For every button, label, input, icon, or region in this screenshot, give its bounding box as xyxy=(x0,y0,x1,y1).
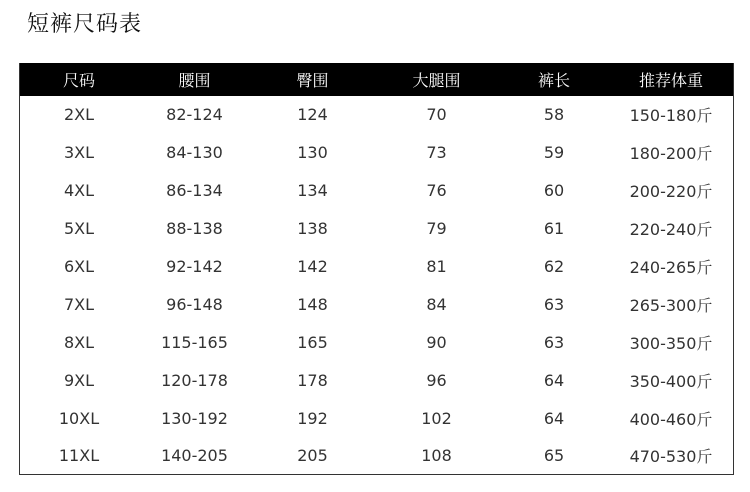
header-size: 尺码 xyxy=(62,71,95,90)
header-thigh: 大腿围 xyxy=(412,71,461,90)
cell-weight: 200-220斤 xyxy=(629,182,713,202)
table-row xyxy=(20,172,733,210)
cell-thigh: 90 xyxy=(426,332,447,352)
cell-weight: 470-530斤 xyxy=(629,447,713,467)
cell-weight: 300-350斤 xyxy=(629,333,713,353)
cell-length: 59 xyxy=(543,143,565,163)
table-header xyxy=(20,63,733,96)
cell-length: 62 xyxy=(543,257,565,276)
cell-size: 7XL xyxy=(63,294,95,314)
cell-weight: 180-200斤 xyxy=(629,144,713,164)
cell-waist: 115-165 xyxy=(161,332,228,352)
cell-waist: 86-134 xyxy=(166,181,223,201)
cell-thigh: 73 xyxy=(426,143,447,163)
table-row xyxy=(20,323,733,361)
cell-size: 11XL xyxy=(58,446,100,466)
cell-weight: 150-180斤 xyxy=(629,106,713,126)
cell-hip: 192 xyxy=(297,408,328,428)
size-table xyxy=(19,63,734,475)
cell-thigh: 84 xyxy=(426,294,447,314)
cell-hip: 130 xyxy=(297,143,328,163)
cell-weight: 240-265斤 xyxy=(629,258,713,277)
table-row xyxy=(20,210,733,248)
cell-waist: 120-178 xyxy=(161,370,228,390)
cell-thigh: 70 xyxy=(426,105,447,125)
cell-waist: 88-138 xyxy=(166,219,223,239)
cell-hip: 134 xyxy=(297,181,328,201)
cell-size: 2XL xyxy=(63,105,95,125)
cell-weight: 220-240斤 xyxy=(629,220,713,240)
table-row xyxy=(20,437,733,475)
cell-weight: 400-460斤 xyxy=(629,409,713,429)
cell-size: 9XL xyxy=(63,370,95,390)
cell-thigh: 102 xyxy=(421,408,452,428)
table-body xyxy=(20,96,733,475)
cell-length: 64 xyxy=(543,370,565,390)
cell-weight: 265-300斤 xyxy=(629,295,713,315)
cell-weight: 350-400斤 xyxy=(629,371,713,391)
cell-waist: 130-192 xyxy=(161,408,228,428)
cell-waist: 140-205 xyxy=(161,446,228,466)
cell-hip: 142 xyxy=(297,257,328,276)
cell-size: 5XL xyxy=(63,219,95,239)
cell-length: 58 xyxy=(543,105,565,125)
header-weight: 推荐体重 xyxy=(638,71,703,90)
cell-size: 4XL xyxy=(63,181,95,201)
table-row xyxy=(20,248,733,286)
cell-length: 60 xyxy=(543,181,565,201)
cell-thigh: 81 xyxy=(426,257,447,276)
table-row xyxy=(20,399,733,437)
cell-thigh: 76 xyxy=(426,181,447,201)
table-row xyxy=(20,361,733,399)
cell-hip: 148 xyxy=(297,294,328,314)
cell-size: 8XL xyxy=(63,332,95,352)
table-row xyxy=(20,285,733,323)
header-length: 裤长 xyxy=(537,71,570,90)
cell-length: 63 xyxy=(543,294,565,314)
cell-thigh: 79 xyxy=(426,219,447,239)
cell-size: 6XL xyxy=(63,257,95,276)
cell-thigh: 96 xyxy=(426,370,447,390)
cell-size: 10XL xyxy=(58,408,100,428)
cell-waist: 96-148 xyxy=(166,294,223,314)
cell-hip: 138 xyxy=(297,219,328,239)
table-row xyxy=(20,96,733,134)
cell-thigh: 108 xyxy=(421,446,452,466)
cell-size: 3XL xyxy=(63,143,95,163)
cell-waist: 92-142 xyxy=(166,257,223,276)
cell-waist: 84-130 xyxy=(166,143,223,163)
cell-length: 63 xyxy=(543,332,565,352)
cell-hip: 178 xyxy=(297,370,328,390)
cell-length: 64 xyxy=(543,408,565,428)
cell-hip: 165 xyxy=(297,332,328,352)
cell-waist: 82-124 xyxy=(166,105,223,125)
cell-hip: 124 xyxy=(297,105,328,125)
table-row xyxy=(20,134,733,172)
header-waist: 腰围 xyxy=(178,71,211,90)
page-title: 短裤尺码表 xyxy=(27,12,143,37)
cell-length: 61 xyxy=(543,219,565,239)
cell-length: 65 xyxy=(543,446,565,466)
cell-hip: 205 xyxy=(297,446,328,466)
header-hip: 臀围 xyxy=(296,71,329,90)
